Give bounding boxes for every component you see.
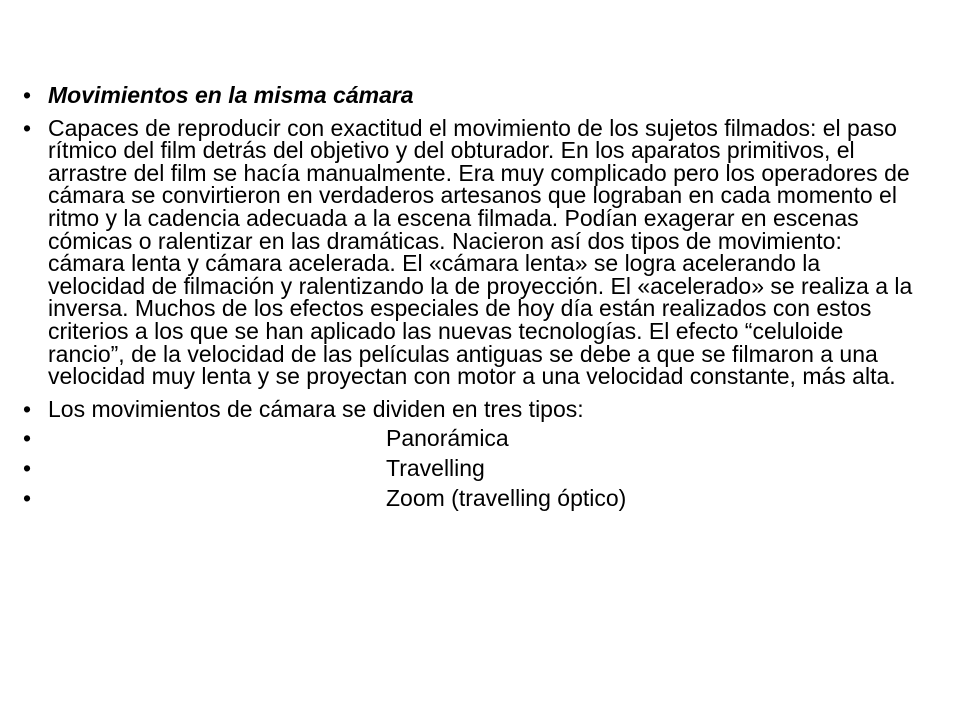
types-intro: Los movimientos de cámara se dividen en tres tipos: [48, 395, 584, 422]
type-panoramica: Panorámica [386, 425, 509, 452]
list-item-travelling [23, 454, 923, 481]
list-item-panoramica [23, 427, 923, 450]
list-item-zoom [23, 484, 923, 511]
bullet-icon: • [23, 425, 32, 452]
bullet-icon: • [23, 82, 32, 108]
list-item-intro [23, 395, 923, 422]
type-zoom: Zoom (travelling óptico) [386, 484, 627, 511]
type-travelling: Travelling [386, 454, 485, 481]
bullet-list [23, 84, 923, 516]
list-item-paragraph [23, 114, 923, 390]
section-heading: Movimientos en la misma cámara [48, 82, 414, 108]
bullet-icon: • [23, 114, 32, 141]
bullet-icon: • [23, 395, 32, 422]
bullet-icon: • [23, 484, 32, 511]
bullet-icon: • [23, 454, 32, 481]
list-item-heading [23, 84, 923, 107]
body-paragraph: Capaces de reproducir con exactitud el movimiento de los sujetos filmados: el paso rítmico del film detrás del objetivo y del obturador. En los aparatos primitivos, el arrastre del film se hacía manualmente. Era muy complicado pero los operadores de cámara se convirtieron en verdaderos artesanos que lograban en cada momento el ritmo y la cadencia adecuada a la escena filmada. Podían exagerar en escenas cómicas o ralentizar en las dramáticas. Nacieron así dos tipos de movimiento: cámara lenta y cámara acelerada. El «cámara lenta» se logra acelerando la velocidad de filmación y ralentizando la de proyección. El «acelerado» se realiza a la inversa. Muchos de los efectos especiales de hoy día están realizados con estos criterios a los que se han aplicado las nuevas tecnologías. El efecto “celuloide rancio”, de la velocidad de las películas antiguas se debe a que se filmaron a una velocidad muy lenta y se proyectan con motor a una velocidad constante, más alta. [48, 114, 913, 390]
